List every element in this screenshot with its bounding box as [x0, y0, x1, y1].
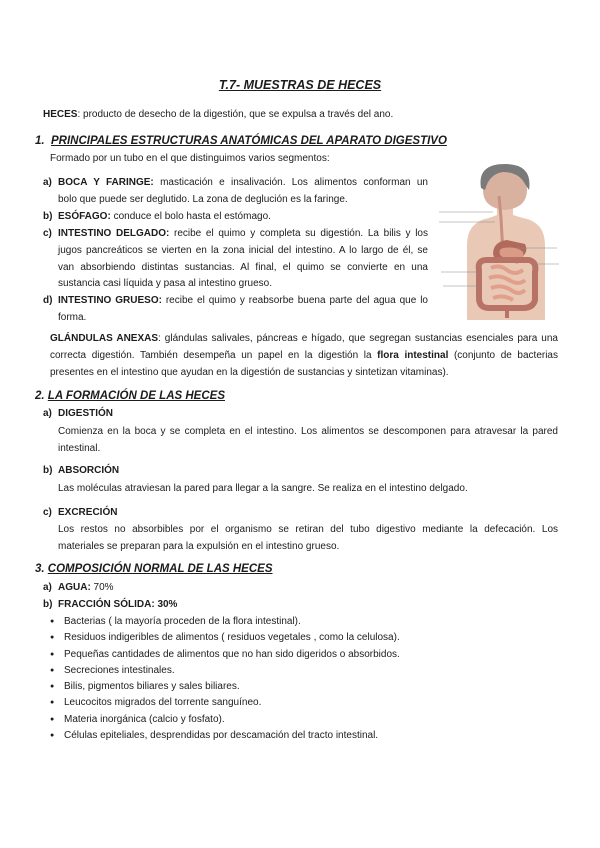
- glandulas-anexas-paragraph: [50, 331, 558, 381]
- item-text: conduce el bolo hasta el estómago.: [110, 211, 271, 222]
- item-text-line: sustancia casi líquida y pasa al intestino grueso.: [58, 278, 273, 290]
- item-key: c): [43, 507, 52, 518]
- item-agua: [43, 580, 114, 597]
- item-text-line: jugos pancreáticos se vierten en la zona inicial del intestino. A lo largo de él, se: [58, 244, 428, 256]
- agua-value: 70%: [90, 582, 114, 593]
- item-fraccion-solida: [43, 597, 177, 614]
- intro-text: : producto de desecho de la digestión, que se expulsa a través del ano.: [77, 109, 394, 120]
- item-esofago: [43, 209, 428, 226]
- list-item: ● Células epiteliales, desprendidas por descamación del tracto intestinal.: [50, 728, 400, 744]
- list-item: ● Pequeñas cantidades de alimentos que no han sido digeridos o absorbidos.: [50, 647, 400, 663]
- digestion-text-line: Comienza en la boca y se completa en el intestino. Los alimentos se descomponen para atravesar la pared: [58, 426, 558, 437]
- glandulas-text: presentes en el intestino que ayudan en la digestión de sustancias y sintetizan vitaminas).: [50, 366, 449, 378]
- item-label: ABSORCIÓN: [58, 465, 120, 476]
- item-text: masticación e insalivación. Los alimentos conforman un: [153, 177, 428, 188]
- section-1-intro: Formado por un tubo en el que distinguimos varios segmentos:: [50, 153, 330, 164]
- item-key: a): [43, 582, 52, 593]
- item-key: b): [43, 599, 53, 610]
- item-absorcion-heading: [43, 463, 119, 480]
- intro-term: HECES: [43, 109, 78, 120]
- item-boca-faringe: [43, 175, 428, 209]
- section-2-title: LA FORMACIÓN DE LAS HECES: [47, 390, 225, 402]
- list-item: ● Bacterias ( la mayoría proceden de la flora intestinal).: [50, 614, 400, 630]
- list-item: ● Materia inorgánica (calcio y fosfato).: [50, 712, 400, 728]
- section-1-number: 1.: [35, 135, 45, 147]
- item-text-line: bolo que puede ser deglutido. La zona de deglución es la faringe.: [58, 193, 348, 205]
- item-label: INTESTINO GRUESO:: [58, 295, 162, 306]
- item-intestino-delgado: [43, 226, 428, 293]
- item-label: FRACCIÓN SÓLIDA: 30%: [58, 599, 178, 610]
- digestive-system-illustration: [437, 160, 565, 320]
- section-3-heading: [35, 563, 273, 575]
- excrecion-text: [58, 522, 558, 556]
- glandulas-text: : glándulas salivales, páncreas e hígado, que segregan sustancias esenciales para una: [158, 333, 558, 344]
- item-key: d): [43, 295, 53, 306]
- section-2-number: 2.: [35, 390, 45, 402]
- item-label: EXCRECIÓN: [58, 507, 118, 518]
- item-key: b): [43, 465, 53, 476]
- item-text-line: forma.: [58, 311, 87, 323]
- digestion-text-line: intestinal.: [58, 442, 101, 454]
- excrecion-text-line: Los restos no absorbibles por el organismo se retiran del tubo digestivo mediante la defecación. Los: [58, 524, 558, 535]
- list-item: ● Bilis, pigmentos biliares y sales biliares.: [50, 679, 400, 695]
- section-3-title: COMPOSICIÓN NORMAL DE LAS HECES: [47, 563, 273, 575]
- glandulas-text: (conjunto de bacterias: [448, 349, 558, 361]
- section-1-title: PRINCIPALES ESTRUCTURAS ANATÓMICAS DEL APARATO DIGESTIVO: [50, 135, 447, 147]
- list-item: ● Leucocitos migrados del torrente sanguíneo.: [50, 695, 400, 711]
- composition-bullet-list: [50, 614, 400, 744]
- glandulas-label: GLÁNDULAS ANEXAS: [50, 333, 159, 344]
- item-label: BOCA Y FARINGE:: [58, 177, 154, 188]
- item-text-line: van absorbiendo distintas sustancias. Al final, el quimo se convierte en una: [58, 261, 428, 273]
- list-item: ● Secreciones intestinales.: [50, 663, 400, 679]
- absorcion-text: Las moléculas atraviesan la pared para llegar a la sangre. Se realiza en el intestino delgado.: [58, 483, 468, 494]
- section-1-heading: [35, 135, 447, 147]
- page-title: T.7- MUESTRAS DE HECES: [218, 78, 382, 92]
- section-2-heading: [35, 390, 225, 402]
- item-key: a): [43, 408, 52, 419]
- glandulas-text: correcta digestión. También desempeña un papel en la digestión la: [50, 349, 378, 361]
- flora-intestinal-term: flora intestinal: [377, 349, 449, 361]
- item-key: c): [43, 228, 52, 239]
- item-excrecion-heading: [43, 505, 117, 522]
- item-key: b): [43, 211, 53, 222]
- section-3-number: 3.: [35, 563, 45, 575]
- item-key: a): [43, 177, 52, 188]
- item-text: recibe el quimo y completa su digestión. La bilis y los: [169, 228, 428, 239]
- item-digestion-heading: [43, 406, 113, 423]
- item-label: DIGESTIÓN: [58, 408, 114, 419]
- item-label: ESÓFAGO:: [58, 211, 111, 222]
- item-label: AGUA:: [58, 582, 91, 593]
- item-label: INTESTINO DELGADO:: [58, 228, 170, 239]
- item-intestino-grueso: [43, 293, 428, 327]
- excrecion-text-line: materiales se preparan para la expulsión en el intestino grueso.: [58, 540, 340, 552]
- digestion-text: [58, 424, 558, 458]
- intro-paragraph: [43, 107, 563, 124]
- list-item: ● Residuos indigeribles de alimentos ( residuos vegetales , como la celulosa).: [50, 630, 400, 646]
- item-text: recibe el quimo y reabsorbe buena parte del agua que lo: [161, 295, 428, 306]
